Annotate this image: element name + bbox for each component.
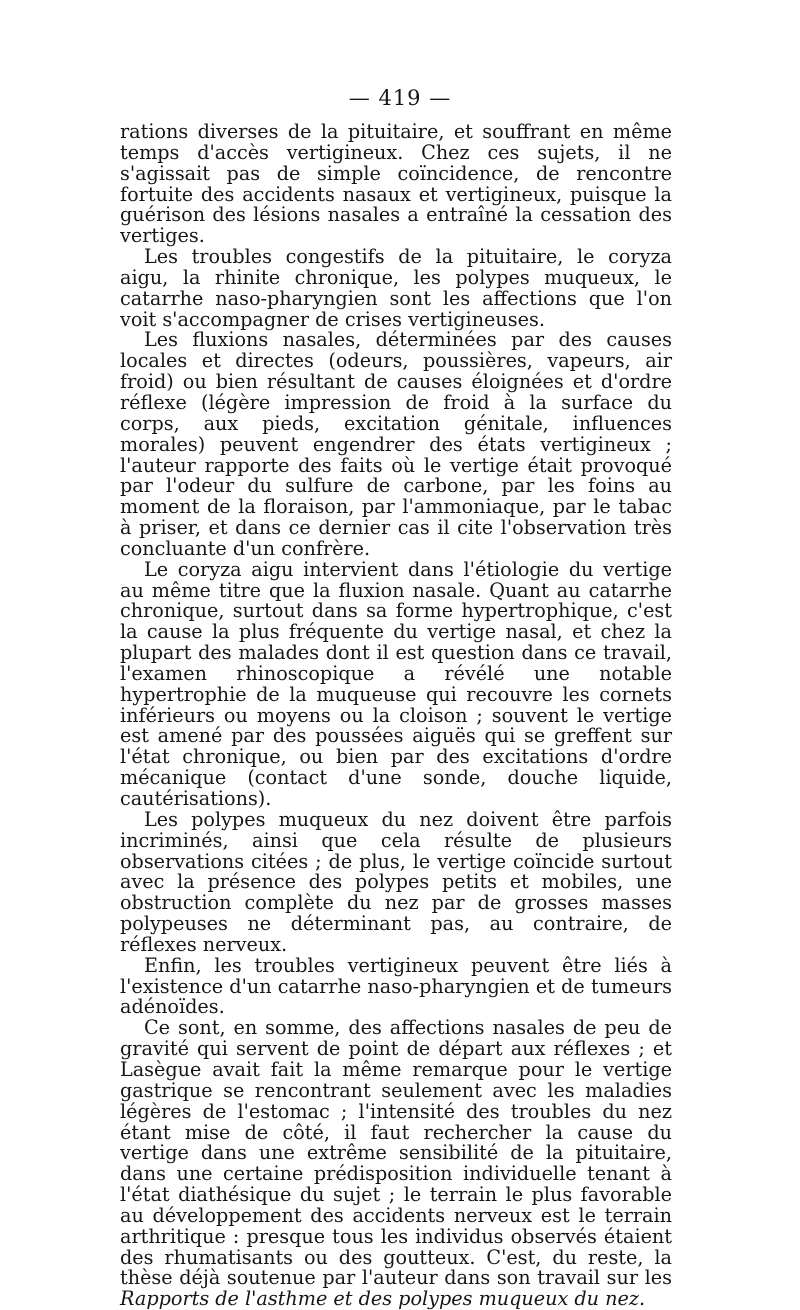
paragraph-2: Les troubles congestifs de la pituitaire, le coryza aigu, la rhinite chronique, les polypes muqueux, le catarrhe naso-pharyngien sont les affections que l'on voit s'accompagner de crises vertigineuses. xyxy=(120,245,672,331)
page-number: — 419 — xyxy=(348,86,452,110)
paragraph-3: Les fluxions nasales, déterminées par des causes locales et directes (odeurs, poussières, vapeurs, air froid) ou bien résultant de causes éloignées et d'ordre réflexe (légère impression de froid à la surface du corps, aux pieds, excitation génitale, influences morales) peuvent engendrer des états vertigineux ; l'auteur rapporte des faits où le vertige était provoqué par l'odeur du sulfure de carbone, par les foins au moment de la floraison, par l'ammoniaque, par le tabac à priser, et dans ce dernier cas il cite l'observation très concluante d'un confrère. xyxy=(120,328,672,560)
paragraph-1: rations diverses de la pituitaire, et souffrant en même temps d'accès vertigineux. Chez ces sujets, il ne s'agissait pas de simple coïncidence, de rencontre fortuite des accidents nasaux et vertigineux, puisque la guérison des lésions nasales a entraîné la cessation des vertiges. xyxy=(120,120,672,248)
paragraph-7 xyxy=(120,1018,672,1310)
cited-work-title: Rapports de l'asthme et des polypes muqueux du nez. xyxy=(120,1287,646,1310)
paragraph-7-text: Ce sont, en somme, des affections nasales de peu de gravité qui servent de point de départ aux réflexes ; et Lasègue avait fait la même remarque pour le vertige gastrique se rencontrant seulement avec les maladies légères de l'estomac ; l'intensité des troubles du nez étant mise de côté, il faut rechercher la cause du vertige dans une extrême sensibilité de la pituitaire, dans une certaine prédisposition individuelle tenant à l'état diathésique du sujet ; le terrain le plus favorable au développement des accidents nerveux est le terrain arthritique : presque tous les individus observés étaient des rhumatisants ou des goutteux. C'est, du reste, la thèse déjà soutenue par l'auteur dans son travail sur les xyxy=(120,1016,672,1290)
body-text xyxy=(120,122,672,1310)
paragraph-6: Enfin, les troubles vertigineux peuvent être liés à l'existence d'un catarrhe naso-pharyngien et de tumeurs adénoïdes. xyxy=(120,953,672,1019)
paragraph-5: Les polypes muqueux du nez doivent être parfois incriminés, ainsi que cela résulte de plusieurs observations citées ; de plus, le vertige coïncide surtout avec la présence des polypes petits et mobiles, une obstruction complète du nez par de grosses masses polypeuses ne déterminant pas, au contraire, de réflexes nerveux. xyxy=(120,807,672,956)
paragraph-4: Le coryza aigu intervient dans l'étiologie du vertige au même titre que la fluxion nasale. Quant au catarrhe chronique, surtout dans sa forme hypertrophique, c'est la cause la plus fréquente du vertige nasal, et chez la plupart des malades dont il est question dans ce travail, l'examen rhinoscopique a révélé une notable hypertrophie de la muqueuse qui recouvre les cornets inférieurs ou moyens ou la cloison ; souvent le vertige est amené par des poussées aiguës qui se greffent sur l'état chronique, ou bien par des excitations d'ordre mécanique (contact d'une sonde, douche liquide, cautérisations). xyxy=(120,557,672,810)
